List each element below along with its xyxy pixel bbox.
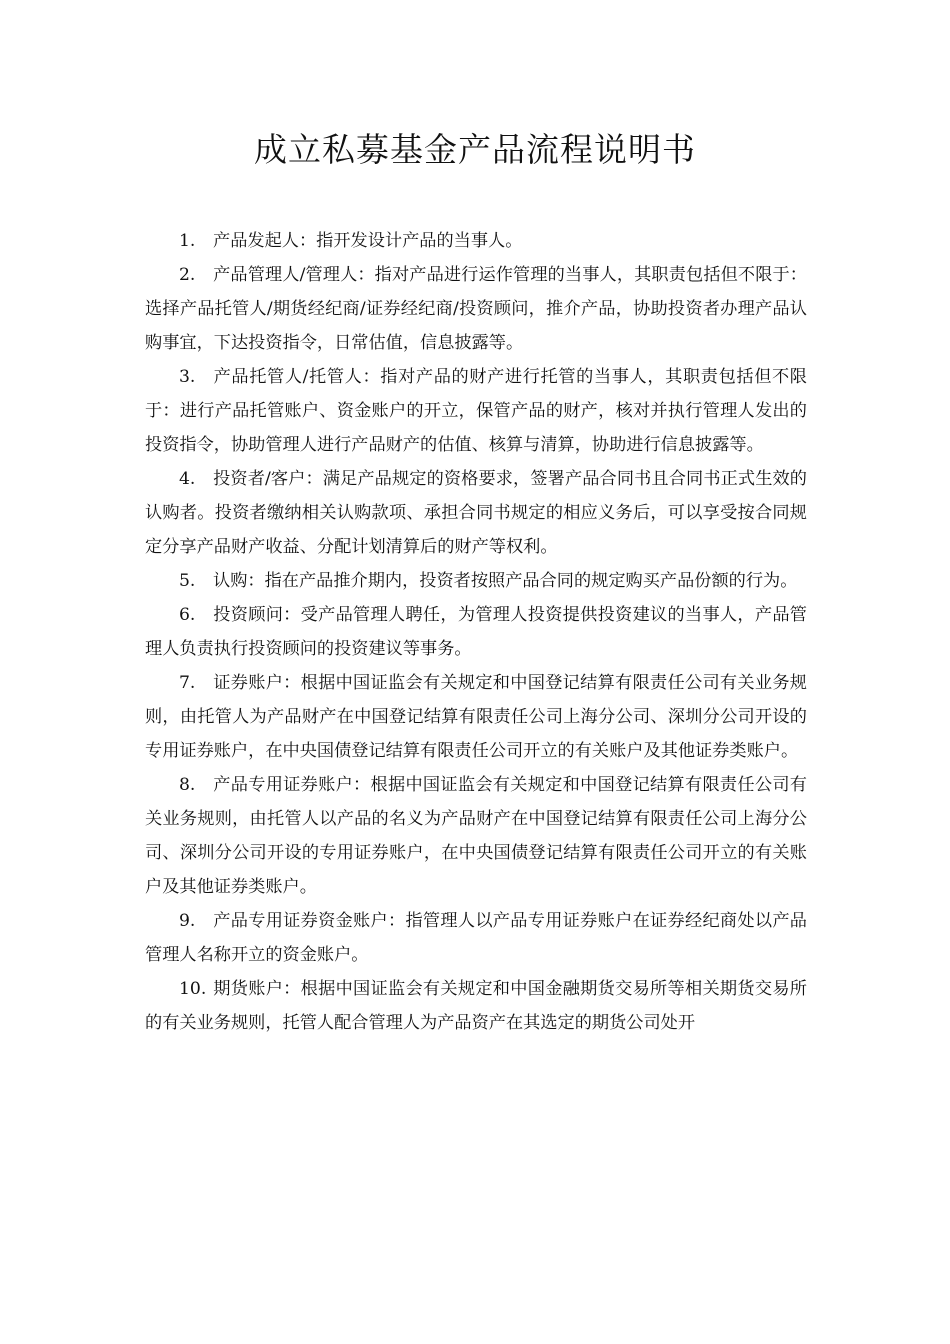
item-number: 8. [179, 775, 196, 795]
item-number: 10. [179, 979, 207, 999]
item-text: 产品专用证券资金账户：指管理人以产品专用证券账户在证券经纪商处以产品管理人名称开立的资金账户。 [145, 911, 807, 965]
item-text: 产品专用证券账户：根据中国证监会有关规定和中国登记结算有限责任公司有关业务规则，由托管人以产品的名义为产品财产在中国登记结算有限责任公司上海分公司、深圳分公司开设的专用证券账户，在中央国债登记结算有限责任公司开立的有关账户及其他证券类账户。 [145, 775, 807, 897]
item-text: 产品管理人/管理人：指对产品进行运作管理的当事人，其职责包括但不限于：选择产品托管人/期货经纪商/证券经纪商/投资顾问，推介产品，协助投资者办理产品认购事宜，下达投资指令，日常估值，信息披露等。 [145, 265, 807, 353]
document-body [145, 224, 807, 1040]
list-item [145, 224, 807, 258]
item-number: 5. [179, 571, 196, 591]
list-item [145, 564, 807, 598]
item-text: 认购：指在产品推介期内，投资者按照产品合同的规定购买产品份额的行为。 [213, 571, 798, 591]
list-item [145, 666, 807, 768]
document-title: 成立私募基金产品流程说明书 [254, 130, 696, 169]
item-number: 3. [179, 367, 196, 387]
item-text: 产品发起人：指开发设计产品的当事人。 [213, 231, 523, 251]
item-text: 期货账户：根据中国证监会有关规定和中国金融期货交易所等相关期货交易所的有关业务规则，托管人配合管理人为产品资产在其选定的期货公司处开 [145, 979, 807, 1033]
list-item [145, 258, 807, 360]
item-number: 6. [179, 605, 196, 625]
list-item [145, 768, 807, 904]
item-text: 产品托管人/托管人：指对产品的财产进行托管的当事人，其职责包括但不限于：进行产品托管账户、资金账户的开立，保管产品的财产，核对并执行管理人发出的投资指令，协助管理人进行产品财产的估值、核算与清算，协助进行信息披露等。 [145, 367, 807, 455]
item-number: 1. [179, 231, 196, 251]
item-text: 证券账户：根据中国证监会有关规定和中国登记结算有限责任公司有关业务规则，由托管人为产品财产在中国登记结算有限责任公司上海分公司、深圳分公司开设的专用证券账户，在中央国债登记结算有限责任公司开立的有关账户及其他证券类账户。 [145, 673, 807, 761]
item-text: 投资者/客户：满足产品规定的资格要求，签署产品合同书且合同书正式生效的认购者。投资者缴纳相关认购款项、承担合同书规定的相应义务后，可以享受按合同规定分享产品财产收益、分配计划清算后的财产等权利。 [145, 469, 807, 557]
item-number: 7. [179, 673, 196, 693]
list-item [145, 904, 807, 972]
item-number: 4. [179, 469, 196, 489]
list-item [145, 462, 807, 564]
item-number: 2. [179, 265, 196, 285]
item-text: 投资顾问：受产品管理人聘任，为管理人投资提供投资建议的当事人，产品管理人负责执行投资顾问的投资建议等事务。 [145, 605, 807, 659]
list-item [145, 972, 807, 1040]
list-item [145, 598, 807, 666]
item-number: 9. [179, 911, 196, 931]
list-item [145, 360, 807, 462]
